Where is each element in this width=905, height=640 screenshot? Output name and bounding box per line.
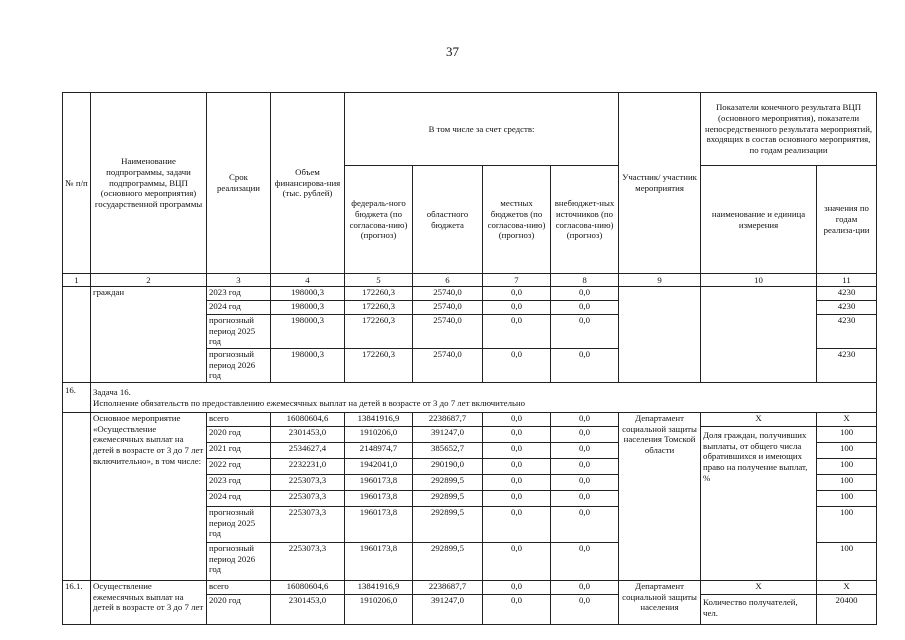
row-total: 2301453,0	[271, 427, 345, 443]
row-total: 16080604,6	[271, 581, 345, 595]
row-value: 100	[817, 491, 877, 507]
row-regional: 292899,5	[413, 491, 483, 507]
row-name: Основное мероприятие «Осуществление ежемесячных выплат на детей в возрасте от 3 до 7 лет включительно», в том числе:	[91, 413, 207, 581]
row-value: 20400	[817, 595, 877, 625]
row-period: 2021 год	[207, 443, 271, 459]
row-extrabudget: 0,0	[551, 595, 619, 625]
row-participant: Департамент социальной защиты населения Томской области	[619, 413, 701, 581]
row-extrabudget: 0,0	[551, 459, 619, 475]
page-number: 37	[446, 44, 459, 59]
row-extrabudget: 0,0	[551, 427, 619, 443]
row-federal: 1910206,0	[345, 595, 413, 625]
row-federal: 172260,3	[345, 301, 413, 315]
row-extrabudget: 0,0	[551, 507, 619, 543]
row-local: 0,0	[483, 543, 551, 581]
row-regional: 385652,7	[413, 443, 483, 459]
row-regional: 25740,0	[413, 315, 483, 349]
row-regional: 2238687,7	[413, 413, 483, 427]
row-period: 2023 год	[207, 287, 271, 301]
table-row	[63, 581, 877, 595]
row-participant	[619, 287, 701, 383]
row-period: всего	[207, 581, 271, 595]
task-num: 16.	[63, 383, 91, 413]
row-total: 198000,3	[271, 301, 345, 315]
row-total: 2253073,3	[271, 543, 345, 581]
row-total: 2534627,4	[271, 443, 345, 459]
row-extrabudget: 0,0	[551, 443, 619, 459]
header-local: местных бюджетов (по согласова-нию) (прогноз)	[483, 166, 551, 274]
header-participant: Участник/ участник мероприятия	[619, 93, 701, 274]
col-number: 9	[619, 274, 701, 287]
row-period: прогнозный период 2026 год	[207, 543, 271, 581]
header-extrabudget: внебюджет-ных источников (по согласова-нию) (прогноз)	[551, 166, 619, 274]
row-total: 16080604,6	[271, 413, 345, 427]
row-value: 100	[817, 507, 877, 543]
row-period: прогнозный период 2025 год	[207, 315, 271, 349]
row-extrabudget: 0,0	[551, 581, 619, 595]
row-value: Х	[817, 413, 877, 427]
col-number: 4	[271, 274, 345, 287]
row-extrabudget: 0,0	[551, 301, 619, 315]
row-period: прогнозный период 2025 год	[207, 507, 271, 543]
row-regional: 391247,0	[413, 427, 483, 443]
row-federal: 2148974,7	[345, 443, 413, 459]
row-federal: 1910206,0	[345, 427, 413, 443]
row-total: 2253073,3	[271, 507, 345, 543]
table-row	[63, 287, 877, 301]
row-federal: 13841916,9	[345, 413, 413, 427]
row-indicator	[701, 287, 817, 383]
col-number: 1	[63, 274, 91, 287]
row-federal: 1960173,8	[345, 475, 413, 491]
header-num: № п/п	[63, 93, 91, 274]
row-federal: 172260,3	[345, 315, 413, 349]
col-number: 8	[551, 274, 619, 287]
row-federal: 1960173,8	[345, 491, 413, 507]
row-period: прогнозный период 2026 год	[207, 349, 271, 383]
header-funding-group: В том числе за счет средств:	[345, 93, 619, 166]
row-total: 198000,3	[271, 349, 345, 383]
row-local: 0,0	[483, 459, 551, 475]
row-regional: 290190,0	[413, 459, 483, 475]
col-number: 11	[817, 274, 877, 287]
row-regional: 391247,0	[413, 595, 483, 625]
row-regional: 292899,5	[413, 475, 483, 491]
row-period: 2022 год	[207, 459, 271, 475]
row-period: 2023 год	[207, 475, 271, 491]
row-value: 100	[817, 475, 877, 491]
row-extrabudget: 0,0	[551, 475, 619, 491]
task-text: Исполнение обязательств по предоставлению ежемесячных выплат на детей в возрасте от 3 до 7 лет включительно	[93, 397, 526, 408]
row-period: 2024 год	[207, 491, 271, 507]
row-local: 0,0	[483, 287, 551, 301]
program-table	[62, 92, 877, 625]
row-num	[63, 413, 91, 581]
row-local: 0,0	[483, 491, 551, 507]
row-regional: 2238687,7	[413, 581, 483, 595]
row-indicator: Количество получателей, чел.	[701, 595, 817, 625]
row-regional: 292899,5	[413, 507, 483, 543]
header-period: Срок реализации	[207, 93, 271, 274]
row-period: всего	[207, 413, 271, 427]
header-indicators-group: Показатели конечного результата ВЦП (основного мероприятия), показатели непосредственного результата мероприятий, входящих в состав основного мероприятия, по годам реализации	[701, 93, 877, 166]
row-extrabudget: 0,0	[551, 491, 619, 507]
table-row	[63, 413, 877, 427]
row-extrabudget: 0,0	[551, 543, 619, 581]
task-title: Задача 16.	[93, 387, 131, 397]
row-value: 100	[817, 459, 877, 475]
row-value: 100	[817, 443, 877, 459]
row-total: 2253073,3	[271, 491, 345, 507]
header-federal: федераль-ного бюджета (по согласова-нию) (прогноз)	[345, 166, 413, 274]
row-regional: 25740,0	[413, 301, 483, 315]
header-volume: Объем финансирова-ния (тыс. рублей)	[271, 93, 345, 274]
row-total: 198000,3	[271, 287, 345, 301]
row-value: 100	[817, 427, 877, 443]
row-federal: 172260,3	[345, 287, 413, 301]
row-value: 4230	[817, 301, 877, 315]
header-name: Наименование подпрограммы, задачи подпрограммы, ВЦП (основного мероприятия) государственной программы	[91, 93, 207, 274]
row-num	[63, 287, 91, 383]
row-extrabudget: 0,0	[551, 315, 619, 349]
row-total: 198000,3	[271, 315, 345, 349]
row-period: 2020 год	[207, 595, 271, 625]
row-extrabudget: 0,0	[551, 287, 619, 301]
col-number: 10	[701, 274, 817, 287]
row-local: 0,0	[483, 581, 551, 595]
row-indicator-x: Х	[701, 413, 817, 427]
row-local: 0,0	[483, 507, 551, 543]
row-value: 4230	[817, 315, 877, 349]
row-total: 2253073,3	[271, 475, 345, 491]
row-total: 2232231,0	[271, 459, 345, 475]
row-local: 0,0	[483, 315, 551, 349]
row-period: 2020 год	[207, 427, 271, 443]
row-regional: 292899,5	[413, 543, 483, 581]
row-local: 0,0	[483, 595, 551, 625]
row-local: 0,0	[483, 427, 551, 443]
row-indicator-x: Х	[701, 581, 817, 595]
col-number: 5	[345, 274, 413, 287]
header-regional: областного бюджета	[413, 166, 483, 274]
col-number: 2	[91, 274, 207, 287]
header-indicator-name: наименование и единица измерения	[701, 166, 817, 274]
row-name: граждан	[91, 287, 207, 383]
row-local: 0,0	[483, 301, 551, 315]
row-name: Осуществление ежемесячных выплат на детей в возрасте от 3 до 7 лет	[91, 581, 207, 625]
row-local: 0,0	[483, 443, 551, 459]
row-federal: 1960173,8	[345, 543, 413, 581]
col-number: 6	[413, 274, 483, 287]
row-extrabudget: 0,0	[551, 413, 619, 427]
row-indicator: Доля граждан, получивших выплаты, от общего числа обратившихся и имеющих право на получение выплат, %	[701, 427, 817, 581]
row-local: 0,0	[483, 475, 551, 491]
row-regional: 25740,0	[413, 349, 483, 383]
header-indicator-values: значения по годам реализа-ции	[817, 166, 877, 274]
row-federal: 13841916,9	[345, 581, 413, 595]
row-participant: Департамент социальной защиты населения	[619, 581, 701, 625]
row-federal: 1942041,0	[345, 459, 413, 475]
row-value: 4230	[817, 349, 877, 383]
col-number: 3	[207, 274, 271, 287]
row-value: 100	[817, 543, 877, 581]
row-federal: 1960173,8	[345, 507, 413, 543]
row-local: 0,0	[483, 413, 551, 427]
column-number-row	[63, 274, 877, 287]
row-total: 2301453,0	[271, 595, 345, 625]
row-local: 0,0	[483, 349, 551, 383]
row-num: 16.1.	[63, 581, 91, 625]
col-number: 7	[483, 274, 551, 287]
row-federal: 172260,3	[345, 349, 413, 383]
task-cell	[91, 383, 877, 413]
row-extrabudget: 0,0	[551, 349, 619, 383]
row-value: Х	[817, 581, 877, 595]
row-period: 2024 год	[207, 301, 271, 315]
row-value: 4230	[817, 287, 877, 301]
row-regional: 25740,0	[413, 287, 483, 301]
task-row	[63, 383, 877, 413]
